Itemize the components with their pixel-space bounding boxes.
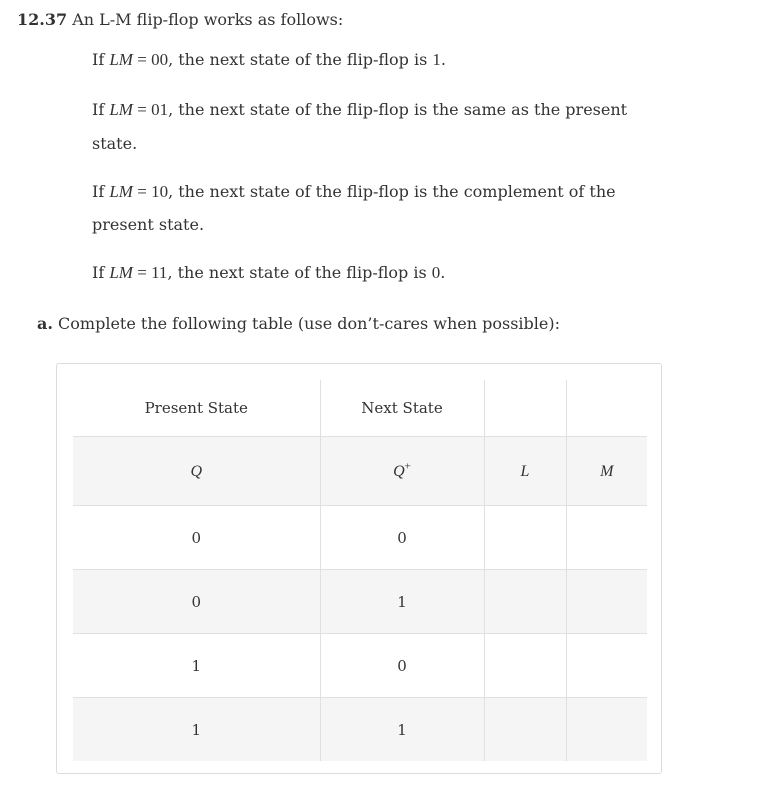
rule-prefix: If	[92, 100, 105, 119]
header-blank-m	[566, 380, 647, 437]
rule-prefix: If	[92, 263, 105, 282]
rule-11	[92, 263, 445, 283]
rule-value: 11	[151, 263, 168, 282]
cell-l-input[interactable]	[484, 506, 566, 570]
rule-var: LM	[109, 50, 133, 69]
question-label: a.	[37, 314, 53, 333]
var-m: M	[600, 462, 614, 480]
cell-m-input[interactable]	[566, 506, 647, 570]
cell-q-plus: 0	[320, 506, 484, 570]
rule-eq: =	[137, 100, 147, 119]
rule-var: LM	[109, 263, 133, 282]
rule-eq: =	[137, 182, 147, 201]
header-next-state: Next State	[320, 380, 484, 437]
cell-q-plus: 0	[320, 634, 484, 698]
rule-text: , the next state of the flip-flop is the same as the present	[168, 100, 628, 119]
problem-number: 12.37	[17, 10, 68, 29]
cell-l-input[interactable]	[484, 634, 566, 698]
cell-m-input[interactable]	[566, 634, 647, 698]
table-row	[73, 506, 647, 570]
rule-eq: =	[137, 263, 147, 282]
header-blank-l	[484, 380, 566, 437]
cell-q: 1	[73, 698, 320, 762]
rule-value: 10	[151, 182, 169, 201]
rule-end: .	[440, 50, 447, 69]
rule-var: LM	[109, 182, 133, 201]
cell-q: 0	[73, 570, 320, 634]
cell-q: 0	[73, 506, 320, 570]
rule-prefix: If	[92, 50, 105, 69]
rule-result: 0	[431, 263, 441, 282]
rule-result: 1	[432, 50, 441, 69]
rule-01	[92, 100, 627, 120]
rule-01-continued: state.	[92, 134, 138, 153]
rule-10	[92, 182, 616, 202]
var-q-plus-base: Q	[393, 463, 405, 481]
rule-var: LM	[109, 100, 133, 119]
var-q: Q	[190, 462, 203, 480]
question-text: Complete the following table (use don’t-cares when possible):	[58, 314, 560, 333]
rule-text: , the next state of the flip-flop is	[168, 50, 428, 69]
table-row	[73, 698, 647, 762]
problem-heading	[17, 10, 343, 29]
cell-q-plus: 1	[320, 698, 484, 762]
rule-value: 00	[151, 50, 169, 69]
rule-00	[92, 50, 446, 70]
var-q-plus-sup: +	[404, 460, 411, 473]
rule-value: 01	[151, 100, 169, 119]
cell-q: 1	[73, 634, 320, 698]
header-present-state: Present State	[73, 380, 320, 437]
cell-l-input[interactable]	[484, 698, 566, 762]
cell-q-plus: 1	[320, 570, 484, 634]
rule-10-continued: present state.	[92, 215, 205, 234]
cell-m-input[interactable]	[566, 698, 647, 762]
transition-table-card	[56, 363, 662, 774]
rule-prefix: If	[92, 182, 105, 201]
var-l: L	[520, 462, 530, 480]
question-a	[37, 314, 560, 333]
table-row	[73, 570, 647, 634]
rule-end: .	[440, 263, 446, 282]
rule-text: , the next state of the flip-flop is	[167, 263, 427, 282]
cell-l-input[interactable]	[484, 570, 566, 634]
rule-eq: =	[137, 50, 147, 69]
table-subheader-row	[73, 437, 647, 506]
problem-intro: An L-M flip-flop works as follows:	[72, 10, 344, 29]
transition-table	[73, 380, 647, 761]
cell-m-input[interactable]	[566, 570, 647, 634]
rule-text: , the next state of the flip-flop is the complement of the	[168, 182, 616, 201]
table-row	[73, 634, 647, 698]
table-header-row	[73, 380, 647, 437]
var-q-plus	[393, 460, 411, 481]
